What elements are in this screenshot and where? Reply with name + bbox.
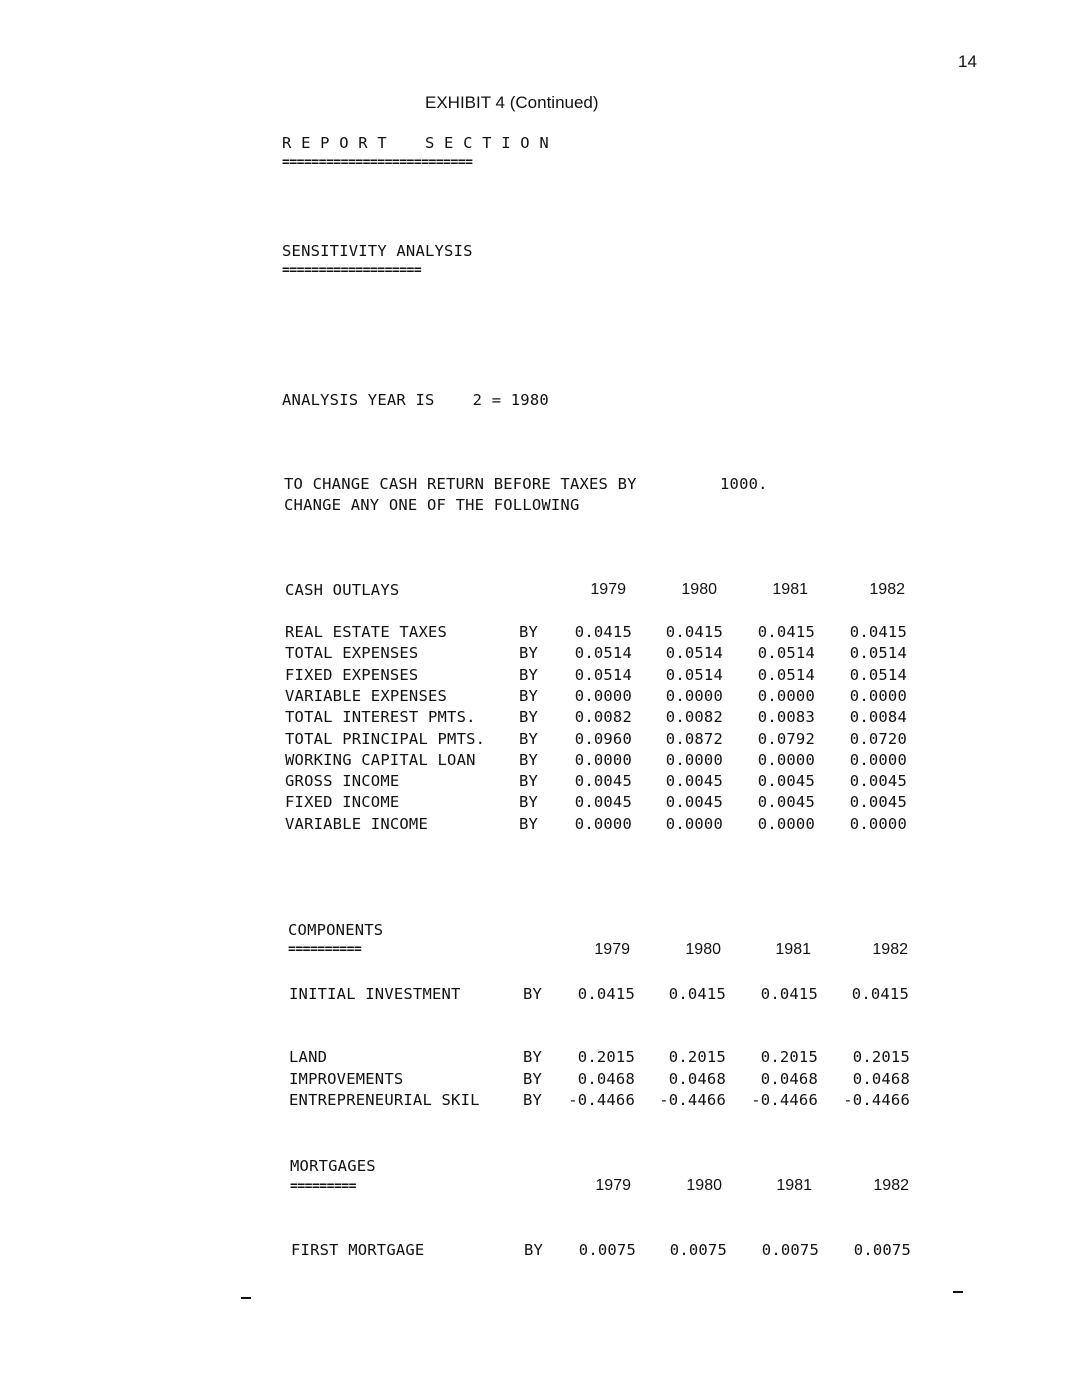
page-number: 14 <box>958 52 977 71</box>
row-label: INITIAL INVESTMENT <box>289 985 461 1003</box>
cell-value: 0.0514 <box>757 644 815 663</box>
cell-value: 0.0000 <box>665 814 723 833</box>
year-header-1979: 1979 <box>594 941 630 958</box>
row-label: TOTAL PRINCIPAL PMTS. <box>285 729 486 748</box>
cell-value: 0.0514 <box>757 665 815 684</box>
row-by: BY <box>519 793 539 812</box>
cell-value: 0.0415 <box>757 623 815 641</box>
row-by: BY <box>523 1091 543 1109</box>
margin-mark-left <box>241 1297 251 1299</box>
row-label: REAL ESTATE TAXES <box>285 623 448 641</box>
cell-value: 0.0045 <box>757 772 815 791</box>
cell-value: 0.0415 <box>849 623 907 641</box>
year-header-1982: 1982 <box>873 1177 909 1194</box>
year-header-1979: 1979 <box>590 581 626 598</box>
year-header-1980: 1980 <box>681 581 717 598</box>
row-label: ENTREPRENEURIAL SKIL <box>289 1091 480 1109</box>
row-by: BY <box>523 1048 543 1066</box>
row-label: TOTAL INTEREST PMTS. <box>285 708 476 727</box>
row-by: BY <box>519 772 539 791</box>
exhibit-title: EXHIBIT 4 (Continued) <box>425 93 599 112</box>
row-label: WORKING CAPITAL LOAN <box>285 750 476 769</box>
cell-value: 0.0415 <box>851 985 909 1003</box>
cell-value: -0.4466 <box>751 1091 818 1109</box>
row-by: BY <box>523 985 543 1003</box>
row-label: FIXED INCOME <box>285 793 400 812</box>
cell-value: 0.0000 <box>849 814 907 833</box>
cell-value: 0.0415 <box>577 985 635 1003</box>
row-label: FIXED EXPENSES <box>285 665 419 684</box>
year-header-1981: 1981 <box>772 581 808 598</box>
row-by: BY <box>519 750 539 769</box>
row-by: BY <box>524 1241 544 1259</box>
cell-value: 0.0468 <box>577 1069 635 1088</box>
cell-value: 0.0045 <box>574 793 632 812</box>
cell-value: 0.0514 <box>665 665 723 684</box>
cell-value: 0.0514 <box>574 665 632 684</box>
cell-value: -0.4466 <box>843 1091 910 1109</box>
row-label: TOTAL EXPENSES <box>285 644 419 663</box>
cell-value: 0.2015 <box>852 1048 910 1066</box>
cell-value: 0.0000 <box>665 686 723 705</box>
cell-value: 0.0514 <box>849 665 907 684</box>
cell-value: 0.0468 <box>760 1069 818 1088</box>
cell-value: 0.0075 <box>853 1241 911 1259</box>
year-header-1982: 1982 <box>872 941 908 958</box>
row-by: BY <box>519 708 539 727</box>
cell-value: 0.2015 <box>577 1048 635 1066</box>
margin-mark-right <box>953 1291 963 1293</box>
cell-value: 0.0415 <box>668 985 726 1003</box>
cell-value: 0.0045 <box>849 772 907 791</box>
cell-value: 0.0000 <box>574 814 632 833</box>
components-heading: COMPONENTS <box>288 921 384 939</box>
section-title: R E P O R T S E C T I O N <box>282 134 549 152</box>
cell-value: 0.0468 <box>668 1069 726 1088</box>
cell-value: 0.0075 <box>669 1241 727 1259</box>
cell-value: 0.0514 <box>665 644 723 663</box>
mortgages-heading: MORTGAGES <box>290 1157 376 1175</box>
subsection-rule: =================== <box>282 263 422 278</box>
analysis-year: ANALYSIS YEAR IS 2 = 1980 <box>282 391 549 409</box>
cell-value: 0.0514 <box>849 644 907 663</box>
row-label: VARIABLE INCOME <box>285 814 428 833</box>
cell-value: 0.0415 <box>574 623 632 641</box>
row-by: BY <box>523 1069 543 1088</box>
cell-value: 0.2015 <box>668 1048 726 1066</box>
cell-value: 0.0000 <box>757 750 815 769</box>
cell-value: 0.0000 <box>757 686 815 705</box>
cell-value: 0.0075 <box>578 1241 636 1259</box>
cell-value: 0.0045 <box>665 772 723 791</box>
year-header-1981: 1981 <box>776 1177 812 1194</box>
cell-value: 0.2015 <box>760 1048 818 1066</box>
year-header-1979: 1979 <box>595 1177 631 1194</box>
cell-value: 0.0000 <box>574 750 632 769</box>
row-label: VARIABLE EXPENSES <box>285 686 448 705</box>
cell-value: 0.0514 <box>574 644 632 663</box>
cell-value: 0.0415 <box>760 985 818 1003</box>
mortgages-rule: ========= <box>290 1179 356 1194</box>
cell-value: 0.0000 <box>849 750 907 769</box>
cell-value: 0.0792 <box>757 729 815 748</box>
row-by: BY <box>519 644 539 663</box>
cell-value: 0.0045 <box>757 793 815 812</box>
change-line-1-label: TO CHANGE CASH RETURN BEFORE TAXES BY <box>284 475 637 493</box>
year-header-1980: 1980 <box>686 1177 722 1194</box>
change-line-1-value: 1000. <box>720 475 768 493</box>
cell-value: -0.4466 <box>568 1091 635 1109</box>
year-header-1980: 1980 <box>685 941 721 958</box>
cell-value: 0.0082 <box>665 708 723 727</box>
row-label: GROSS INCOME <box>285 772 400 791</box>
row-by: BY <box>519 814 539 833</box>
row-by: BY <box>519 686 539 705</box>
change-line-2: CHANGE ANY ONE OF THE FOLLOWING <box>284 496 580 514</box>
row-label: IMPROVEMENTS <box>289 1069 404 1088</box>
cell-value: 0.0720 <box>849 729 907 748</box>
cell-value: 0.0000 <box>757 814 815 833</box>
cell-value: 0.0000 <box>849 686 907 705</box>
cell-value: 0.0960 <box>574 729 632 748</box>
year-header-1982: 1982 <box>869 581 905 598</box>
cell-value: 0.0084 <box>849 708 907 727</box>
row-by: BY <box>519 665 539 684</box>
cell-value: 0.0045 <box>665 793 723 812</box>
cell-value: 0.0872 <box>665 729 723 748</box>
year-header-1981: 1981 <box>775 941 811 958</box>
cell-value: 0.0045 <box>849 793 907 812</box>
section-rule: ========================== <box>282 155 473 170</box>
cell-value: 0.0083 <box>757 708 815 727</box>
row-label: LAND <box>289 1048 328 1066</box>
cell-value: 0.0415 <box>665 623 723 641</box>
cell-value: 0.0000 <box>665 750 723 769</box>
cell-value: 0.0000 <box>574 686 632 705</box>
row-by: BY <box>519 729 539 748</box>
row-by: BY <box>519 623 539 641</box>
cell-value: 0.0082 <box>574 708 632 727</box>
subsection-title: SENSITIVITY ANALYSIS <box>282 242 473 260</box>
cell-value: 0.0075 <box>761 1241 819 1259</box>
row-label: FIRST MORTGAGE <box>291 1241 425 1259</box>
cash-outlays-heading: CASH OUTLAYS <box>285 581 400 599</box>
cell-value: -0.4466 <box>659 1091 726 1109</box>
cell-value: 0.0468 <box>852 1069 910 1088</box>
cell-value: 0.0045 <box>574 772 632 791</box>
components-rule: ========== <box>288 942 362 957</box>
